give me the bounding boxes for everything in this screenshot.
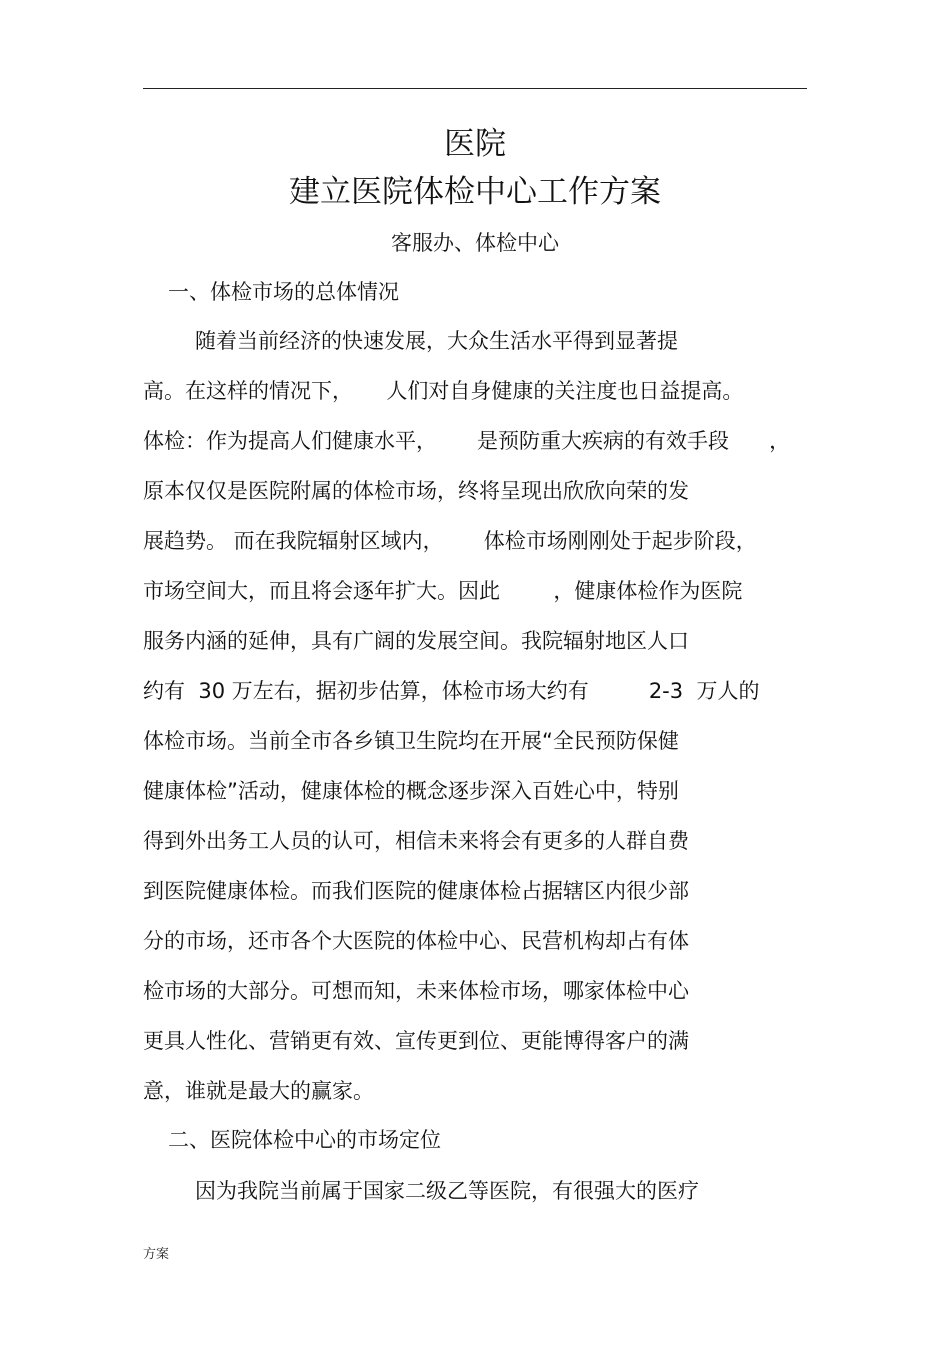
paragraph-line: 体检市场。当前全市各乡镇卫生院均在开展“全民预防保健 bbox=[143, 729, 679, 753]
document-subtitle: 客服办、体检中心 bbox=[391, 231, 559, 255]
paragraph-line: 约有 30 万左右，据初步估算，体检市场大约有 2-3 万人的 bbox=[143, 679, 760, 703]
paragraph-line: 到医院健康体检。而我们医院的健康体检占据辖区内很少部 bbox=[143, 879, 689, 903]
section-2-heading: 二、医院体检中心的市场定位 bbox=[168, 1128, 441, 1152]
paragraph-line: 服务内涵的延伸，具有广阔的发展空间。我院辐射地区人口 bbox=[143, 629, 689, 653]
paragraph-line: 展趋势。 而在我院辐射区域内， 体检市场刚刚处于起步阶段， bbox=[143, 529, 757, 553]
document-title-line2: 建立医院体检中心工作方案 bbox=[289, 174, 661, 210]
page-footer: 方案 bbox=[143, 1247, 170, 1262]
document-title-line1: 医院 bbox=[444, 126, 506, 162]
paragraph-line: 健康体检”活动，健康体检的概念逐步深入百姓心中，特别 bbox=[143, 779, 679, 803]
section-1-heading: 一、体检市场的总体情况 bbox=[168, 280, 399, 304]
paragraph-line: 分的市场，还市各个大医院的体检中心、民营机构却占有体 bbox=[143, 929, 689, 953]
paragraph-line: 市场空间大，而且将会逐年扩大。因此 ，健康体检作为医院 bbox=[143, 579, 743, 603]
paragraph-line: 因为我院当前属于国家二级乙等医院，有很强大的医疗 bbox=[195, 1179, 699, 1203]
header-rule bbox=[143, 88, 807, 89]
paragraph-line: 随着当前经济的快速发展，大众生活水平得到显著提 bbox=[195, 329, 678, 353]
paragraph-line: 体检：作为提高人们健康水平， 是预防重大疾病的有效手段 ， bbox=[143, 429, 791, 453]
paragraph-line: 得到外出务工人员的认可，相信未来将会有更多的人群自费 bbox=[143, 829, 689, 853]
paragraph-line: 检市场的大部分。可想而知，未来体检市场，哪家体检中心 bbox=[143, 979, 689, 1003]
paragraph-line: 意，谁就是最大的赢家。 bbox=[143, 1079, 374, 1103]
paragraph-line: 更具人性化、营销更有效、宣传更到位、更能博得客户的满 bbox=[143, 1029, 689, 1053]
paragraph-line: 高。在这样的情况下， 人们对自身健康的关注度也日益提高。 bbox=[143, 379, 744, 403]
paragraph-line: 原本仅仅是医院附属的体检市场，终将呈现出欣欣向荣的发 bbox=[143, 479, 689, 503]
